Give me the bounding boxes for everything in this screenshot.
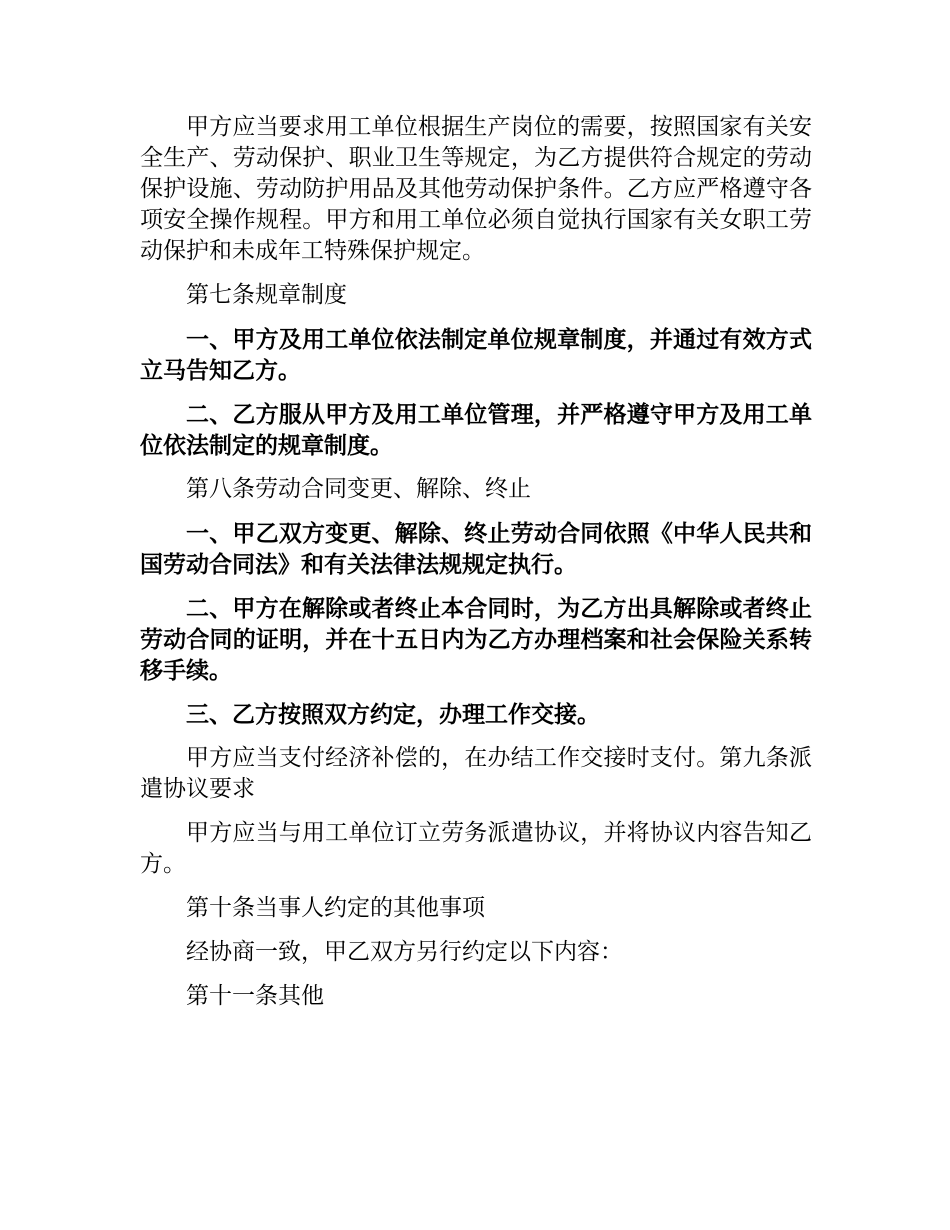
heading-article-11: 第十一条其他 [186,983,324,1009]
clause-8-3: 三、乙方按照双方约定，办理工作交接。 [186,701,600,728]
heading-article-10: 第十条当事人约定的其他事项 [186,895,485,921]
clause-7-2: 二、乙方服从甲方及用工单位管理，并严格遵守甲方及用工单位依法制定的规章制度。 [140,401,812,459]
paragraph-labor-protection: 甲方应当要求用工单位根据生产岗位的需要，按照国家有关安全生产、劳动保护、职业卫生等规定，为乙方提供符合规定的劳动保护设施、劳动防护用品及其他劳动保护条件。乙方应严格遵守各项安全操作规程。甲方和用工单位必须自觉执行国家有关女职工劳动保护和未成年工特殊保护规定。 [140,114,812,264]
clause-8-1: 一、甲乙双方变更、解除、终止劳动合同依照《中华人民共和国劳动合同法》和有关法律法规规定执行。 [140,520,812,578]
clause-8-2: 二、甲方在解除或者终止本合同时，为乙方出具解除或者终止劳动合同的证明，并在十五日内为乙方办理档案和社会保险关系转移手续。 [140,595,812,684]
paragraph-other-agreements: 经协商一致，甲乙双方另行约定以下内容： [186,939,623,965]
heading-article-7: 第七条规章制度 [186,282,347,308]
document-page [140,112,812,1025]
paragraph-dispatch-agreement: 甲方应当与用工单位订立劳务派遣协议，并将协议内容告知乙方。 [140,820,812,877]
clause-7-1: 一、甲方及用工单位依法制定单位规章制度，并通过有效方式立马告知乙方。 [140,326,812,384]
heading-article-8: 第八条劳动合同变更、解除、终止 [186,476,531,502]
paragraph-compensation: 甲方应当支付经济补偿的，在办结工作交接时支付。第九条派遣协议要求 [140,745,812,802]
